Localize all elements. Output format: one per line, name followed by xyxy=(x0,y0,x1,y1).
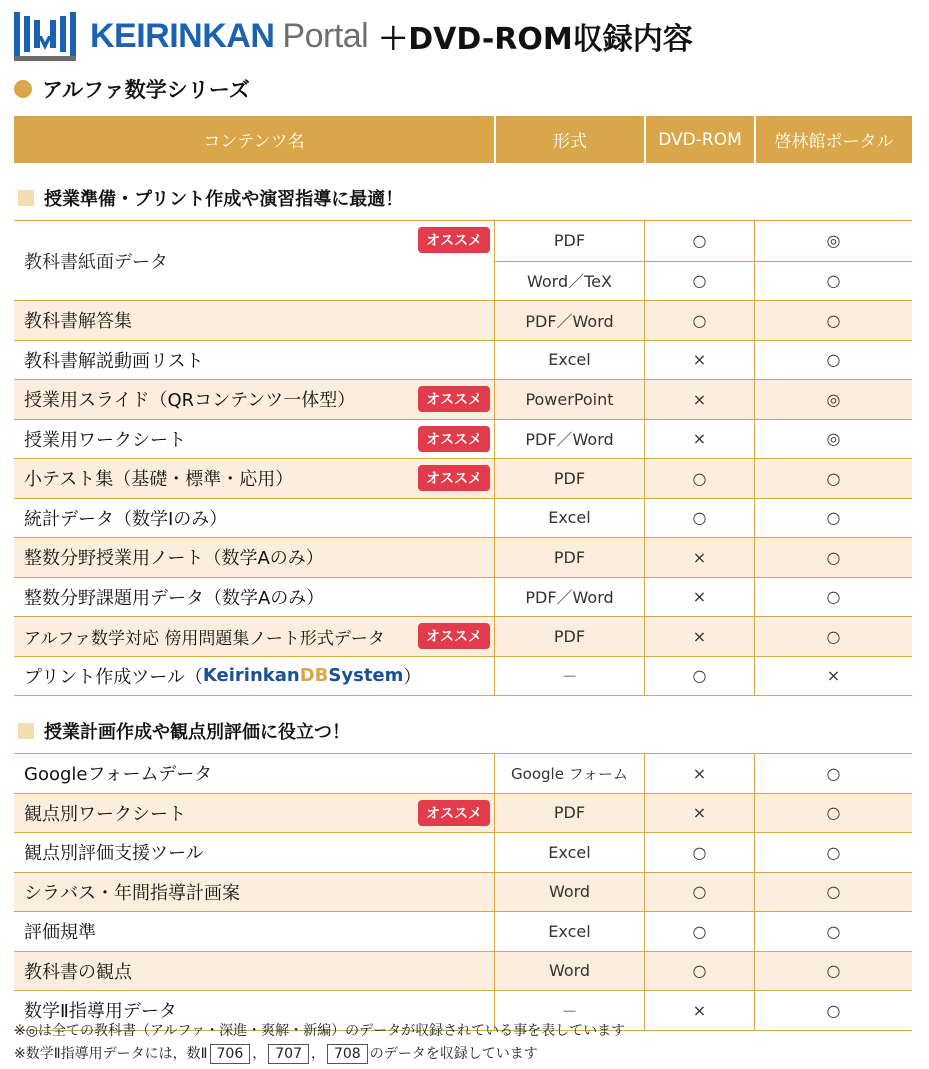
sub-row xyxy=(494,221,912,261)
series-heading xyxy=(14,74,250,104)
format-cell: PDF xyxy=(494,617,644,656)
code-box: 707 xyxy=(268,1044,309,1064)
content-name-text: 教科書紙面データ xyxy=(24,251,168,273)
table-row xyxy=(14,753,912,793)
tool-name-prefix: プリント作成ツール（ xyxy=(24,666,203,688)
content-name: 数学Ⅱ指導用データ xyxy=(24,1001,177,1023)
dvd-cell: × xyxy=(644,991,754,1030)
contents-table xyxy=(14,116,912,1031)
keirinkan-logo-icon xyxy=(14,10,76,62)
content-name xyxy=(14,794,494,833)
code-separator: ， xyxy=(310,1046,325,1062)
content-name-text: アルファ数学対応 傍用問題集ノート形式データ xyxy=(24,628,385,649)
portal-cell: ○ xyxy=(754,873,912,912)
section-heading-2 xyxy=(14,696,912,753)
code-separator: ， xyxy=(252,1046,267,1062)
sub-row xyxy=(494,261,912,301)
format-cell: PDF／Word xyxy=(494,420,644,459)
footnotes xyxy=(14,1020,625,1066)
table-row xyxy=(14,951,912,991)
table-row xyxy=(14,911,912,951)
content-name: Googleフォームデータ xyxy=(24,764,213,786)
square-bullet-icon xyxy=(18,190,34,206)
content-name xyxy=(14,617,494,656)
tool-name-suffix: ） xyxy=(403,666,422,688)
dvd-cell: ○ xyxy=(644,301,754,340)
dvd-cell: ○ xyxy=(644,657,754,696)
table-row xyxy=(14,537,912,577)
portal-cell: ○ xyxy=(754,833,912,872)
dvd-cell: × xyxy=(644,420,754,459)
recommend-badge: オススメ xyxy=(418,386,490,412)
portal-cell: ○ xyxy=(754,499,912,538)
format-cell: PowerPoint xyxy=(494,380,644,419)
col-header-portal: 啓林館ポータル xyxy=(754,116,912,163)
format-cell: Excel xyxy=(494,833,644,872)
portal-cell: ○ xyxy=(754,991,912,1030)
format-cell: － xyxy=(494,991,644,1030)
dvd-cell: × xyxy=(644,538,754,577)
col-header-name: コンテンツ名 xyxy=(203,132,305,152)
dvd-cell: ○ xyxy=(644,952,754,991)
format-cell: Excel xyxy=(494,341,644,380)
brand-main: KEIRINKAN xyxy=(90,16,275,55)
content-name xyxy=(14,459,494,498)
content-name xyxy=(14,380,494,419)
format-subrows xyxy=(494,221,912,300)
header-suffix: ＋DVD-ROM収録内容 xyxy=(378,22,693,57)
footnote-2-suffix: のデータを収録しています xyxy=(369,1046,538,1062)
dvd-cell: ○ xyxy=(644,912,754,951)
content-name: 整数分野授業用ノート（数学Aのみ） xyxy=(24,548,324,570)
content-name: 評価規準 xyxy=(24,922,96,944)
dvd-cell: ○ xyxy=(644,262,754,301)
portal-cell: ◎ xyxy=(754,380,912,419)
portal-cell: ○ xyxy=(754,794,912,833)
table-row xyxy=(14,872,912,912)
format-cell: Google フォーム xyxy=(494,754,644,793)
content-name: 教科書解答集 xyxy=(24,311,132,333)
footnote-1: ※◎は全ての教科書（アルファ・深進・爽解・新編）のデータが収録されている事を表しています xyxy=(14,1023,626,1039)
page-header xyxy=(14,8,693,64)
dvd-cell: × xyxy=(644,380,754,419)
content-name xyxy=(14,420,494,459)
brand-sub: Portal xyxy=(282,16,369,55)
portal-cell: ○ xyxy=(754,341,912,380)
table-header xyxy=(14,116,912,163)
format-cell: Word xyxy=(494,873,644,912)
table-row xyxy=(14,577,912,617)
portal-cell: ○ xyxy=(754,578,912,617)
content-name: 教科書解説動画リスト xyxy=(24,350,204,372)
dvd-cell: × xyxy=(644,617,754,656)
db-name-keirinkan: Keirinkan xyxy=(202,665,300,687)
table-row xyxy=(14,793,912,833)
recommend-badge: オススメ xyxy=(418,465,490,491)
square-bullet-icon xyxy=(18,723,34,739)
recommend-badge: オススメ xyxy=(418,426,490,452)
format-cell: Word xyxy=(494,952,644,991)
format-cell: Excel xyxy=(494,912,644,951)
content-name: 統計データ（数学Ⅰのみ） xyxy=(24,508,228,530)
dvd-cell: ○ xyxy=(644,833,754,872)
code-box: 706 xyxy=(210,1044,251,1064)
dvd-cell: ○ xyxy=(644,873,754,912)
series-title: アルファ数学シリーズ xyxy=(42,78,250,102)
code-box: 708 xyxy=(327,1044,368,1064)
section-title: 授業準備・プリント作成や演習指導に最適！ xyxy=(44,188,404,210)
brand-title xyxy=(90,17,368,56)
dvd-cell: × xyxy=(644,754,754,793)
recommend-badge: オススメ xyxy=(418,623,490,649)
content-name-text: 授業用スライド（QRコンテンツ一体型） xyxy=(24,390,356,412)
footnote-2-prefix: ※数学Ⅱ指導用データには，数Ⅱ xyxy=(14,1046,208,1062)
content-name-text: 小テスト集（基礎・標準・応用） xyxy=(24,469,294,491)
dvd-cell: × xyxy=(644,341,754,380)
format-cell: PDF xyxy=(494,459,644,498)
footnote-2 xyxy=(14,1043,625,1066)
table-row xyxy=(14,832,912,872)
format-cell: Word／TeX xyxy=(494,262,644,301)
portal-cell: ○ xyxy=(754,459,912,498)
dvd-cell: × xyxy=(644,794,754,833)
portal-cell: ◎ xyxy=(754,221,912,261)
format-cell: － xyxy=(494,657,644,696)
table-row xyxy=(14,220,912,300)
dvd-cell: × xyxy=(644,578,754,617)
bullet-dot-icon xyxy=(14,80,32,98)
portal-cell: ○ xyxy=(754,912,912,951)
table-row xyxy=(14,498,912,538)
col-header-dvd: DVD-ROM xyxy=(644,116,754,163)
table-row xyxy=(14,300,912,340)
dvd-cell: ○ xyxy=(644,499,754,538)
section-title: 授業計画作成や観点別評価に役立つ！ xyxy=(44,721,350,743)
table-row xyxy=(14,616,912,656)
portal-cell: ○ xyxy=(754,301,912,340)
dvd-cell: ○ xyxy=(644,221,754,261)
portal-cell: ○ xyxy=(754,262,912,301)
format-cell: Excel xyxy=(494,499,644,538)
content-name: シラバス・年間指導計画案 xyxy=(24,882,240,904)
table-row xyxy=(14,340,912,380)
content-name: 教科書の観点 xyxy=(24,961,132,983)
format-cell: PDF xyxy=(494,538,644,577)
format-cell: PDF xyxy=(494,221,644,261)
db-name-system: System xyxy=(328,665,404,687)
format-cell: PDF／Word xyxy=(494,301,644,340)
content-name xyxy=(14,221,494,300)
portal-cell: ○ xyxy=(754,617,912,656)
table-row xyxy=(14,419,912,459)
db-name-db: DB xyxy=(299,665,329,687)
format-cell: PDF xyxy=(494,794,644,833)
format-cell: PDF／Word xyxy=(494,578,644,617)
portal-cell: ○ xyxy=(754,538,912,577)
content-name: 整数分野課題用データ（数学Aのみ） xyxy=(24,587,325,609)
portal-cell: ○ xyxy=(754,952,912,991)
content-name xyxy=(14,657,494,696)
table-row xyxy=(14,379,912,419)
portal-cell: ◎ xyxy=(754,420,912,459)
portal-cell: ○ xyxy=(754,754,912,793)
content-name-text: 授業用ワークシート xyxy=(24,429,186,451)
section-heading-1 xyxy=(14,163,912,220)
recommend-badge: オススメ xyxy=(418,800,490,826)
recommend-badge: オススメ xyxy=(418,227,490,253)
dvd-cell: ○ xyxy=(644,459,754,498)
table-row xyxy=(14,656,912,696)
content-name: 観点別評価支援ツール xyxy=(24,843,204,865)
table-row xyxy=(14,458,912,498)
portal-cell: × xyxy=(754,657,912,696)
content-name-text: 観点別ワークシート xyxy=(24,803,186,825)
col-header-format: 形式 xyxy=(494,116,644,163)
